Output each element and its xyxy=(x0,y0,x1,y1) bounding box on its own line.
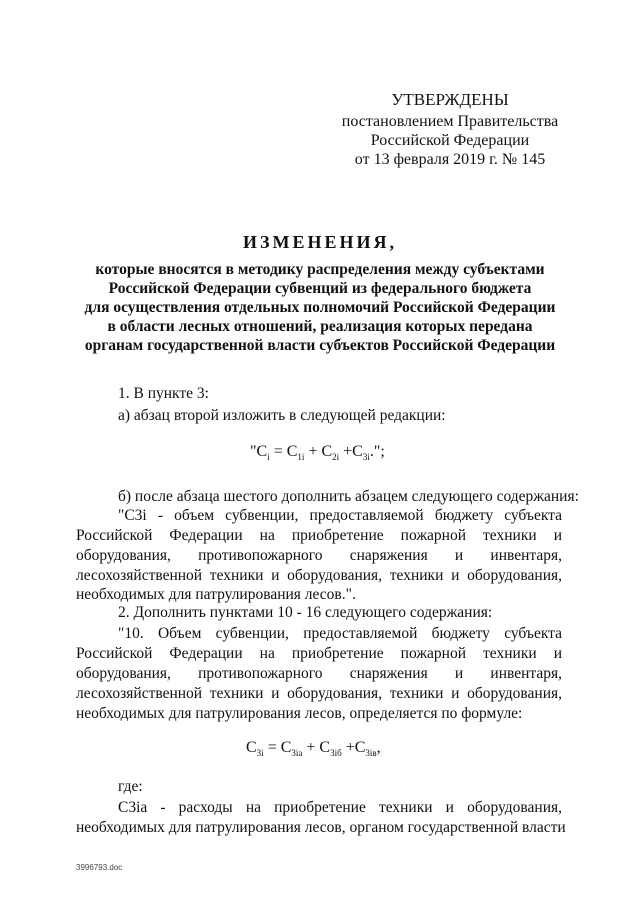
point-10-line: оборудования, противопожарного снаряжения и инвентаря, xyxy=(76,665,562,682)
point-10-last: необходимых для патрулирования лесов, определяется по формуле: xyxy=(76,705,523,722)
where-label: где: xyxy=(118,778,143,795)
approval-line-3: Российской Федерации xyxy=(370,132,530,149)
approval-title: УТВЕРЖДЕНЫ xyxy=(391,90,509,109)
subtitle-line: для осуществления отдельных полномочий Российской Федерации xyxy=(84,299,556,316)
subtitle-line: которые вносятся в методику распределения между субъектами xyxy=(95,261,545,278)
definition-1-line: "C3i - объем субвенции, предоставляемой бюджету субъекта xyxy=(118,507,562,524)
definition-2-line: C3iа - расходы на приобретение техники и оборудования, xyxy=(118,799,562,816)
paragraph-1a: а) абзац второй изложить в следующей редакции: xyxy=(118,407,446,424)
document-subtitle xyxy=(0,260,640,355)
formula-2: $C_{3i} = C_{3iа} + C_{3iб} +C_{3iв}$, xyxy=(246,739,381,759)
definition-1-line: Российской Федерации на приобретение пожарной техники и xyxy=(76,527,562,544)
definition-1-last: необходимых для патрулирования лесов.". xyxy=(76,586,356,603)
subtitle-line: Российской Федерации субвенций из федерального бюджета xyxy=(108,280,532,297)
paragraph-1b: б) после абзаца шестого дополнить абзацем следующего содержания: xyxy=(118,488,579,505)
definition-1-line: лесохозяйственной техники и оборудования, техники и оборудования, xyxy=(76,567,562,584)
approval-line-2: постановлением Правительства xyxy=(341,113,559,130)
definition-1-line: оборудования, противопожарного снаряжения и инвентаря, xyxy=(76,547,562,564)
approval-line-4: от 13 февраля 2019 г. № 145 xyxy=(354,151,546,168)
formula-1: "$C_i = C_{1i} + C_{2i} +C_{3i}$."; xyxy=(250,443,385,463)
document-title: ИЗМЕНЕНИЯ, xyxy=(242,232,397,252)
point-10-line: Российской Федерации на приобретение пожарной техники и xyxy=(76,645,562,662)
document-code: 3996793.doc xyxy=(76,863,123,872)
paragraph-1: 1. В пункте 3: xyxy=(118,385,209,402)
subtitle-line: в области лесных отношений, реализация которых передана xyxy=(107,318,533,335)
subtitle-line: органам государственной власти субъектов Российской Федерации xyxy=(84,337,556,354)
point-10-line: "10. Объем субвенции, предоставляемой бюджету субъекта xyxy=(118,625,562,642)
point-10-line: лесохозяйственной техники и оборудования, техники и оборудования, xyxy=(76,685,562,702)
paragraph-2: 2. Дополнить пунктами 10 - 16 следующего содержания: xyxy=(118,604,493,621)
definition-2-last: необходимых для патрулирования лесов, органом государственной власти xyxy=(76,819,566,836)
